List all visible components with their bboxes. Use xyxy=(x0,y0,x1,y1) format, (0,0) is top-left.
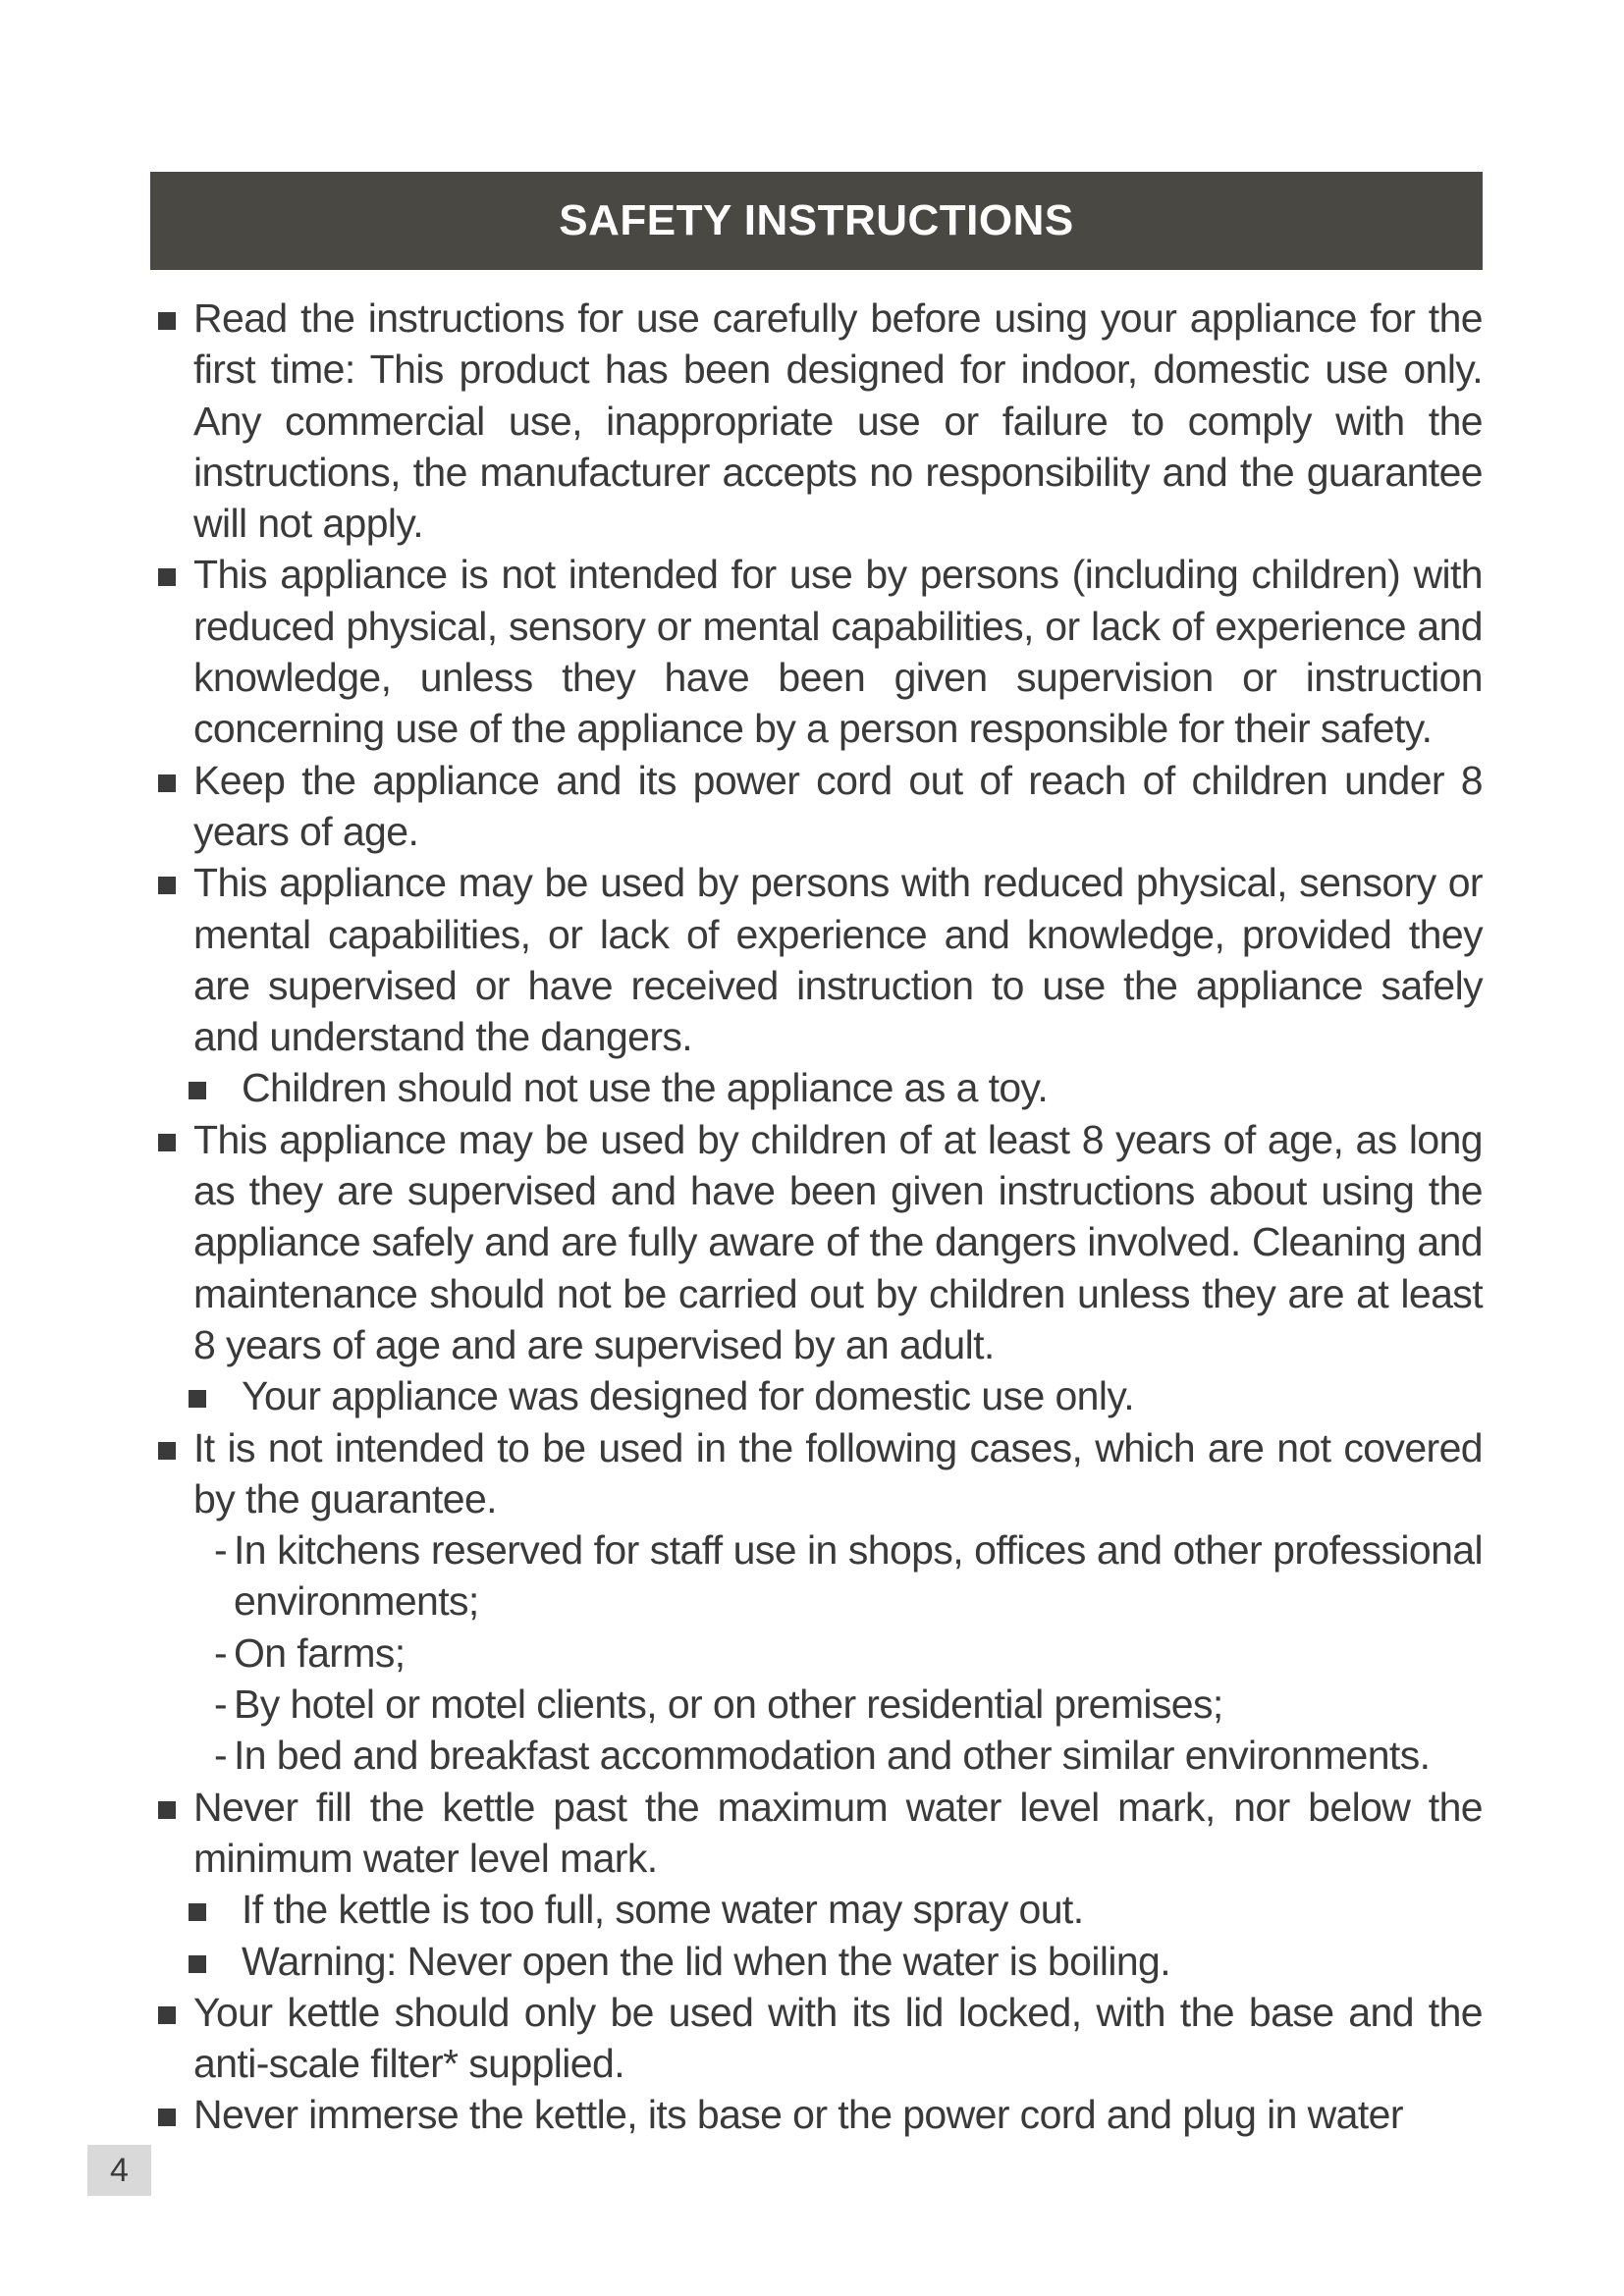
page-number-tab xyxy=(87,2145,151,2196)
dash-glyph: - xyxy=(214,1733,228,1779)
dash-list-item xyxy=(150,1679,1483,1730)
square-bullet-icon xyxy=(189,1955,206,1973)
instruction-text: By hotel or motel clients, or on other residential premises; xyxy=(234,1682,1223,1728)
square-bullet-icon xyxy=(158,877,176,894)
instruction-item xyxy=(150,549,1483,754)
instruction-text: In kitchens reserved for staff use in shops, offices and other professional environments; xyxy=(234,1527,1483,1625)
instruction-text: Your kettle should only be used with its lid locked, with the base and the anti-scale filter* supplied. xyxy=(193,1989,1483,2087)
instruction-subitem xyxy=(150,1884,1483,1935)
square-bullet-icon xyxy=(158,1801,176,1819)
instruction-text: This appliance is not intended for use by persons (including children) with reduced physical, sensory or mental capabilities, or lack of experience and knowledge, unless they have been given supervision or instruction concerning use of the appliance by a person responsible for their safety. xyxy=(193,552,1483,752)
instruction-text: Your appliance was designed for domestic use only. xyxy=(242,1373,1135,1419)
instruction-subitem xyxy=(150,1936,1483,1987)
dash-list-item xyxy=(150,1628,1483,1679)
square-bullet-icon xyxy=(158,2109,176,2126)
dash-glyph: - xyxy=(214,1527,228,1574)
instruction-text: This appliance may be used by children of at least 8 years of age, as long as they are supervised and have been given instructions about using the appliance safely and are fully aware of the dangers involved. Cleaning and maintenance should not be carried out by children unless they are at least 8 years of age and are supervised by an adult. xyxy=(193,1116,1483,1367)
instruction-item xyxy=(150,293,1483,549)
dash-list-item xyxy=(150,1730,1483,1781)
instruction-text: Read the instructions for use carefully before using your appliance for the first time: This product has been designed for indoor, domestic use only. Any commercial use, inappropriate use or failure to comply with the instructions, the manufacturer accepts no responsibility and the guarantee will not apply. xyxy=(193,295,1483,547)
instruction-text: Children should not use the appliance as a toy. xyxy=(242,1065,1049,1111)
instruction-text: If the kettle is too full, some water may spray out. xyxy=(242,1887,1084,1933)
instruction-text: Never immerse the kettle, its base or the power cord and plug in water xyxy=(193,2092,1403,2138)
instruction-subitem xyxy=(150,1062,1483,1113)
instruction-text: This appliance may be used by persons with reduced physical, sensory or mental capabilities, or lack of experience and knowledge, provided they are supervised or have received instruction to use the appliance safely and understand the dangers. xyxy=(193,860,1483,1060)
section-header xyxy=(150,172,1483,270)
square-bullet-icon xyxy=(158,2006,176,2024)
square-bullet-icon xyxy=(158,1134,176,1151)
instruction-item xyxy=(150,1782,1483,1885)
square-bullet-icon xyxy=(158,568,176,586)
instructions-list xyxy=(150,293,1483,2141)
instruction-item xyxy=(150,1114,1483,1370)
square-bullet-icon xyxy=(158,1442,176,1460)
square-bullet-icon xyxy=(189,1390,206,1408)
dash-list-item xyxy=(150,1524,1483,1628)
square-bullet-icon xyxy=(158,312,176,330)
instruction-text: Warning: Never open the lid when the water is boiling. xyxy=(242,1938,1171,1984)
section-title: SAFETY INSTRUCTIONS xyxy=(559,196,1074,244)
instruction-item xyxy=(150,857,1483,1062)
instruction-text: Never fill the kettle past the maximum water level mark, nor below the minimum water level mark. xyxy=(193,1784,1483,1881)
instruction-item xyxy=(150,755,1483,858)
instruction-text: It is not intended to be used in the following cases, which are not covered by the guarantee. xyxy=(193,1424,1483,1522)
dash-glyph: - xyxy=(214,1629,228,1676)
instruction-text: In bed and breakfast accommodation and other similar environments. xyxy=(234,1733,1431,1779)
instruction-item xyxy=(150,1422,1483,1525)
instruction-text: On farms; xyxy=(234,1629,406,1676)
square-bullet-icon xyxy=(189,1903,206,1921)
page-number: 4 xyxy=(110,2151,129,2189)
instruction-item xyxy=(150,2089,1483,2140)
square-bullet-icon xyxy=(189,1082,206,1099)
square-bullet-icon xyxy=(158,774,176,792)
instruction-subitem xyxy=(150,1370,1483,1421)
dash-glyph: - xyxy=(214,1682,228,1728)
instruction-text: Keep the appliance and its power cord out of reach of children under 8 years of age. xyxy=(193,757,1483,854)
instruction-item xyxy=(150,1987,1483,2090)
